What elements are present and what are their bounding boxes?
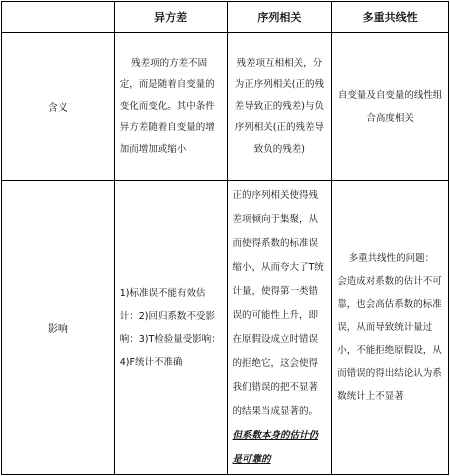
impact-serial-correlation-emphasis: 但系数本身的估计仍是可靠的 xyxy=(232,429,319,465)
header-row xyxy=(2,2,449,33)
header-heteroskedasticity: 异方差 xyxy=(114,2,227,33)
impact-serial-correlation-text: 正的序列相关使得残差项倾向于集聚，从而使得系数的标准误缩小，从而夸大了T统计量，使得第一类错误的可能性上升，即在原假设成立时错误的拒绝它，这会使得我们错误的把不显著的结果当成显著的。 xyxy=(232,189,324,417)
impact-multicollinearity: 多重共线性的问题：会造成对系数的估计不可靠，也会高估系数的标准误，从而导致统计量过小，不能拒绝原假设，从而错误的得出结论认为系数统计上不显著 xyxy=(332,181,449,475)
impact-row xyxy=(2,181,449,475)
header-multicollinearity: 多重共线性 xyxy=(332,2,449,33)
impact-label: 影响 xyxy=(2,181,115,475)
impact-serial-correlation xyxy=(227,181,332,475)
meaning-row xyxy=(2,33,449,181)
header-serial-correlation: 序列相关 xyxy=(227,2,332,33)
comparison-table xyxy=(1,1,449,475)
meaning-serial-correlation: 残差项互相相关，分为正序列相关(正的残差导致正的残差)与负序列相关(正的残差导致负的残差) xyxy=(227,33,332,181)
meaning-label: 含义 xyxy=(2,33,115,181)
meaning-heteroskedasticity: 残差项的方差不固定，而是随着自变量的变化而变化。其中条件异方差随着自变量的增加而增加或缩小 xyxy=(114,33,227,181)
impact-heteroskedasticity: 1)标准误不能有效估计：2)回归系数不受影响：3)T检验量受影响：4)F统计不准确 xyxy=(114,181,227,475)
header-blank xyxy=(2,2,115,33)
meaning-multicollinearity: 自变量及自变量的线性组合高度相关 xyxy=(332,33,449,181)
